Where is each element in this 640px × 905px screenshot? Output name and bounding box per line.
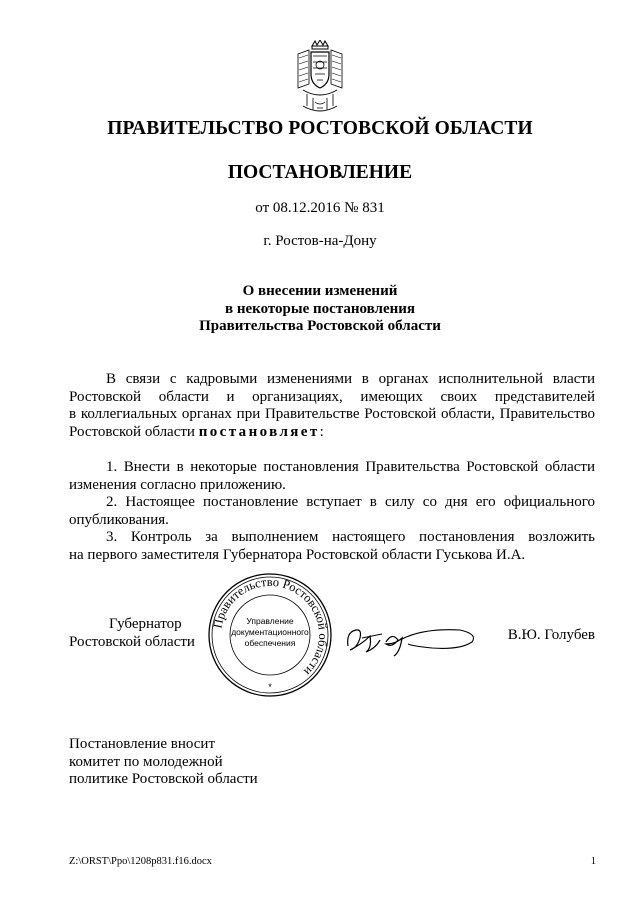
handwritten-signature bbox=[342, 618, 482, 660]
stamp-star: * bbox=[268, 682, 272, 692]
coat-of-arms-icon bbox=[293, 40, 347, 116]
signatory-name: В.Ю. Голубев bbox=[507, 627, 595, 643]
item-1-line: 1. Внести в некоторые постановления Правительства Ростовской области bbox=[106, 459, 595, 475]
colon: : bbox=[319, 423, 324, 440]
item-2-line: опубликования. bbox=[69, 511, 169, 528]
item-3-line: на первого заместителя Губернатора Ростовской области Гуськова И.А. bbox=[69, 546, 526, 563]
submitted-by-note bbox=[69, 736, 258, 789]
preamble-paragraph bbox=[69, 371, 595, 441]
document-subject bbox=[0, 283, 640, 336]
position-line: Ростовской области bbox=[69, 633, 195, 650]
subject-line: в некоторые постановления bbox=[224, 300, 416, 317]
official-stamp bbox=[207, 572, 333, 698]
paragraph-line: В связи с кадровыми изменениями в органах исполнительной власти bbox=[106, 371, 595, 387]
date-and-number: от 08.12.2016 № 831 bbox=[255, 200, 385, 216]
position-line: Губернатор bbox=[109, 616, 182, 632]
item-3-line: 3. Контроль за выполнением настоящего постановления возложить bbox=[106, 529, 595, 546]
stamp-center-line: Управление bbox=[246, 616, 294, 626]
item-2-line: 2. Настоящее постановление вступает в силу со дня его официального bbox=[106, 494, 595, 511]
note-line: комитет по молодежной bbox=[69, 753, 223, 770]
item-1-line: изменения согласно приложению. bbox=[69, 476, 286, 493]
resolves-keyword: постановляет bbox=[198, 423, 320, 440]
document-type: ПОСТАНОВЛЕНИЕ bbox=[227, 162, 413, 183]
resolution-items bbox=[69, 459, 595, 565]
stamp-center-line: документационного bbox=[231, 627, 309, 637]
note-line: политике Ростовской области bbox=[69, 771, 258, 788]
paragraph-line: Ростовской области и организациях, имеющих своих представителей bbox=[69, 388, 595, 405]
place-of-issue: г. Ростов-на-Дону bbox=[263, 233, 377, 249]
paragraph-line: в коллегиальных органах при Правительстве Ростовской области, Правительство bbox=[69, 406, 595, 423]
page-number: 1 bbox=[590, 856, 596, 867]
stamp-ring-text: Правительство Ростовской области bbox=[210, 574, 331, 679]
signatory-position bbox=[69, 616, 209, 651]
file-path: Z:\ORST\Ppo\1208p831.f16.docx bbox=[69, 856, 212, 867]
preamble-text: Ростовской области bbox=[69, 423, 199, 440]
note-line: Постановление вносит bbox=[69, 736, 216, 752]
stamp-center-line: обеспечения bbox=[244, 638, 296, 648]
subject-line: О внесении изменений bbox=[242, 283, 398, 299]
paragraph-line bbox=[69, 424, 595, 442]
organization-title: ПРАВИТЕЛЬСТВО РОСТОВСКОЙ ОБЛАСТИ bbox=[107, 118, 533, 139]
subject-line: Правительства Ростовской области bbox=[199, 318, 441, 334]
